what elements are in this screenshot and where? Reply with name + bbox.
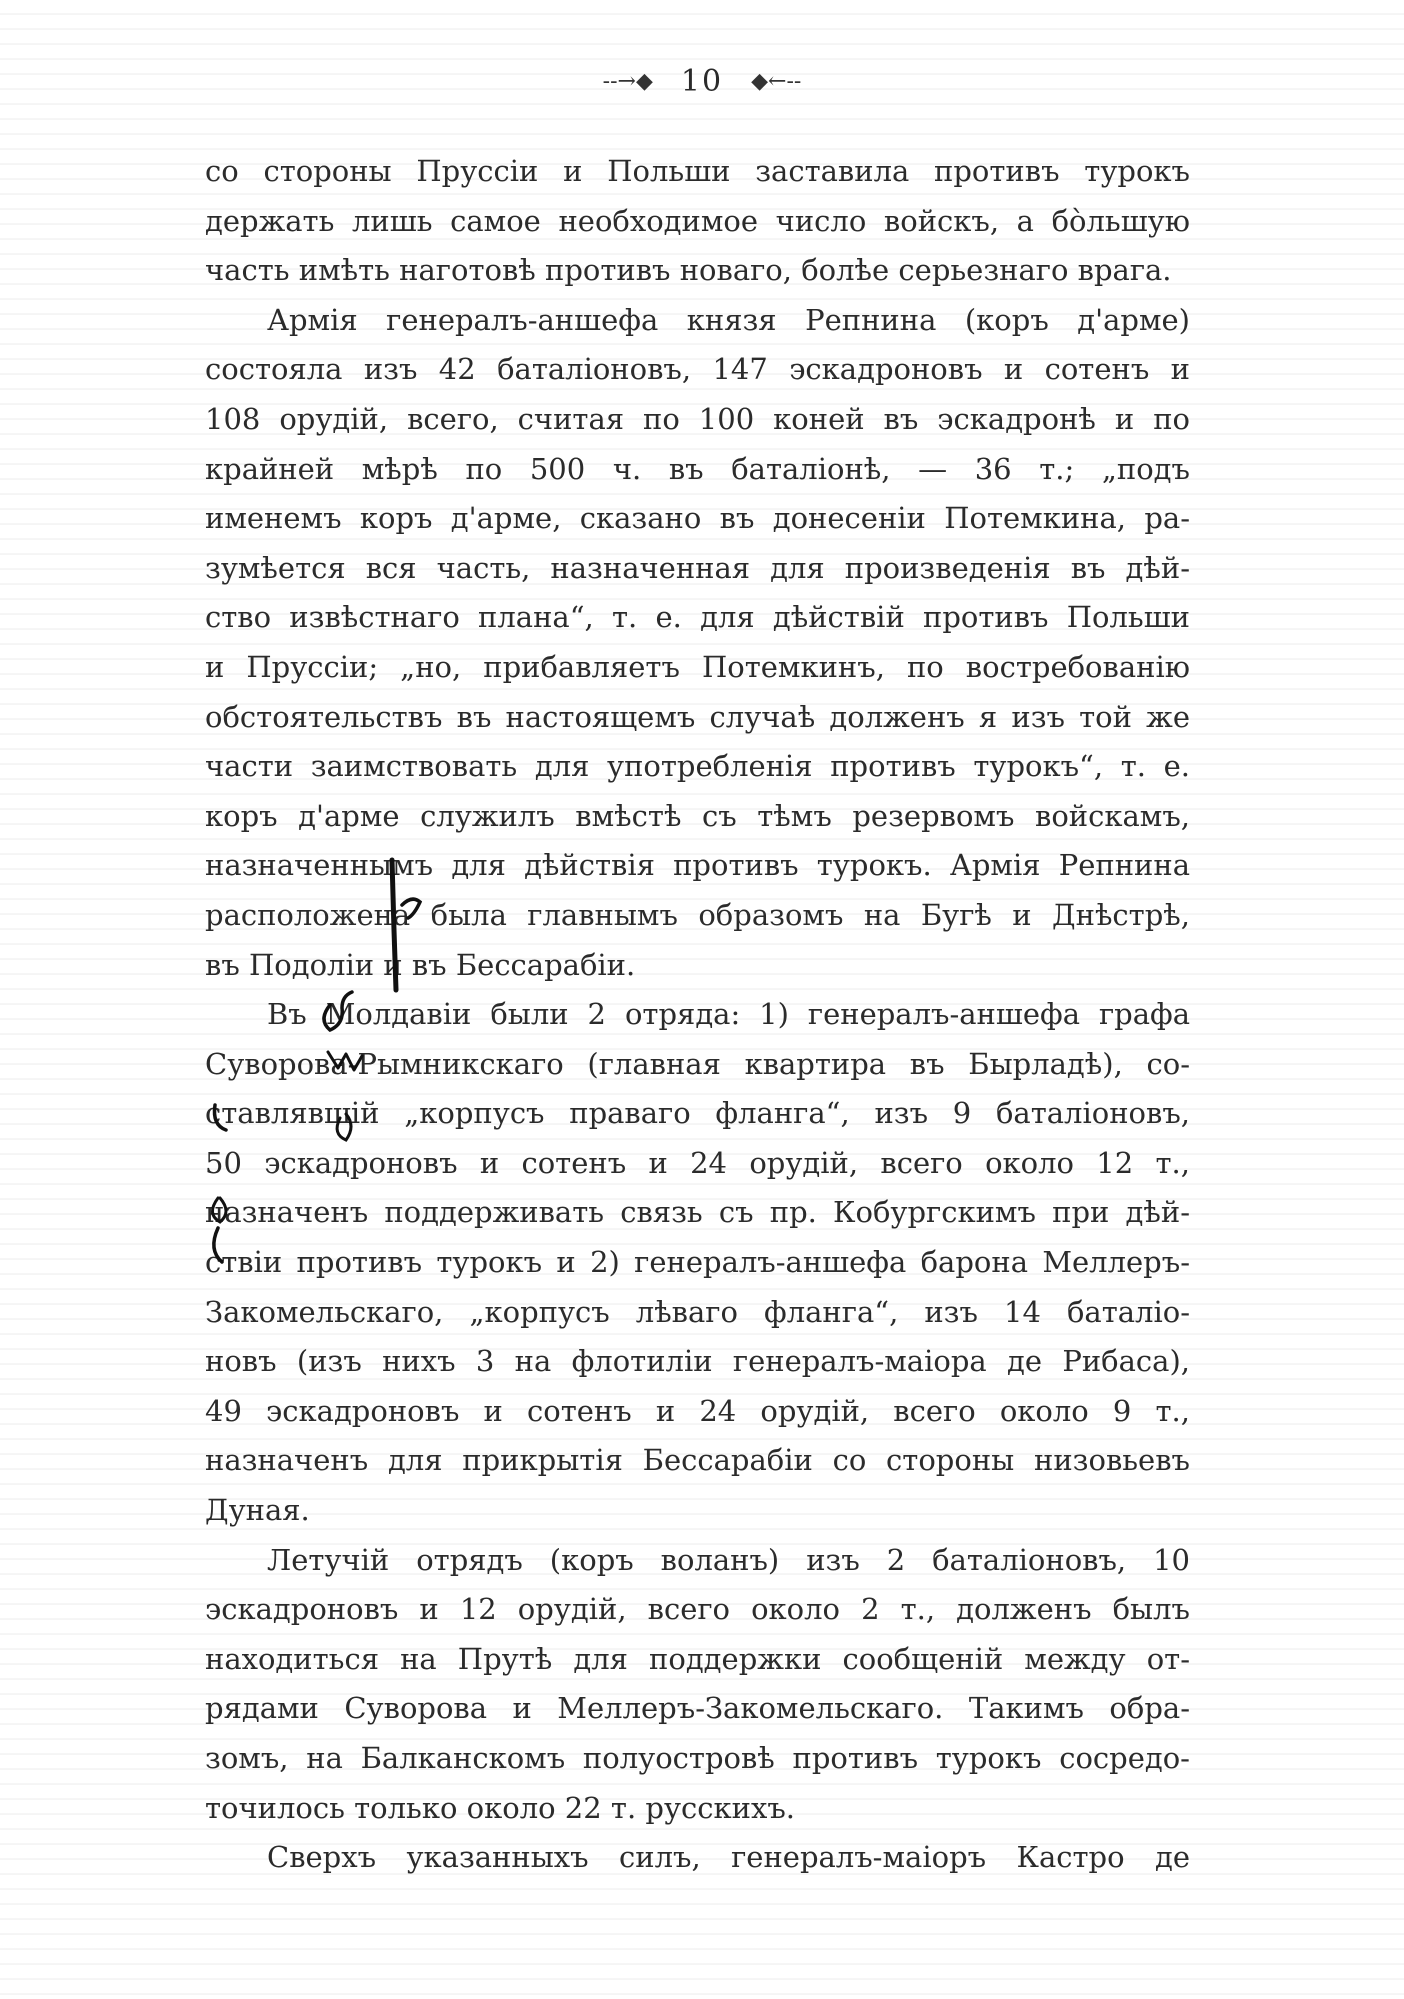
text-line: состояла изъ 42 баталіоновъ, 147 эскадроновъ и сотенъ и [205, 352, 1190, 387]
text-line: Въ Молдавіи были 2 отряда: 1) генералъ-аншефа графа [267, 997, 1190, 1032]
page-header [0, 62, 1404, 99]
text-line: обстоятельствъ въ настоящемъ случаѣ долженъ я изъ той же [205, 699, 1190, 734]
text-line: ство извѣстнаго плана“, т. е. для дѣйствій противъ Польши [205, 600, 1190, 635]
text-line: новъ (изъ нихъ 3 на флотиліи генералъ-маіора де Рибаса), [205, 1344, 1190, 1379]
text-line: ствіи противъ турокъ и 2) генералъ-аншефа барона Меллеръ- [205, 1245, 1190, 1280]
text-line: расположена была главнымъ образомъ на Бугѣ и Днѣстрѣ, [205, 897, 1190, 932]
text-line: держать лишь самое необходимое число войскъ, а бо̀льшую [205, 203, 1190, 238]
text-line: 50 эскадроновъ и сотенъ и 24 орудій, всего около 12 т., [205, 1145, 1190, 1180]
text-line: Дуная. [205, 1493, 310, 1528]
text-line: 49 эскадроновъ и сотенъ и 24 орудій, всего около 9 т., [205, 1393, 1190, 1428]
text-line: Сверхъ указанныхъ силъ, генералъ-маіоръ Кастро де [267, 1840, 1190, 1875]
text-line: Суворова-Рымникскаго (главная квартира въ Бырладѣ), со- [205, 1046, 1190, 1081]
text-line: зумѣется вся часть, назначенная для произведенія въ дѣй- [205, 550, 1190, 585]
text-line: Армія генералъ-аншефа князя Репнина (коръ д'арме) [267, 302, 1190, 337]
body-text [205, 147, 1190, 1883]
text-line: коръ д'арме служилъ вмѣстѣ съ тѣмъ резервомъ войскамъ, [205, 798, 1190, 833]
text-line: зомъ, на Балканскомъ полуостровѣ противъ турокъ сосредо- [205, 1741, 1190, 1775]
text-line: эскадроновъ и 12 орудій, всего около 2 т., долженъ былъ [205, 1592, 1190, 1627]
text-line: крайней мѣрѣ по 500 ч. въ баталіонѣ, — 36 т.; „подъ [205, 451, 1190, 486]
text-line: части заимствовать для употребленія противъ турокъ“, т. е. [205, 749, 1190, 784]
text-line: Летучій отрядъ (коръ воланъ) изъ 2 баталіоновъ, 10 [267, 1542, 1190, 1577]
text-line: именемъ коръ д'арме, сказано въ донесеніи Потемкина, ра- [205, 501, 1190, 536]
text-line: назначенъ поддерживать связь съ пр. Кобургскимъ при дѣй- [205, 1195, 1190, 1230]
text-line: назначеннымъ для дѣйствія противъ турокъ. Армія Репнина [205, 848, 1190, 883]
ornament-left: --→◆ [602, 68, 653, 94]
page-number: 10 [680, 63, 724, 99]
ornament-right: ◆←-- [751, 68, 802, 94]
text-line: часть имѣть наготовѣ противъ новаго, болѣе серьезнаго врага. [205, 253, 1172, 288]
text-line: Закомельскаго, „корпусъ лѣваго фланга“, изъ 14 баталіо- [205, 1294, 1190, 1329]
text-line: со стороны Пруссіи и Польши заставила противъ турокъ [205, 154, 1190, 188]
text-line: 108 орудій, всего, считая по 100 коней въ эскадронѣ и по [205, 401, 1190, 436]
text-line: назначенъ для прикрытія Бессарабіи со стороны низовьевъ [205, 1443, 1190, 1478]
text-line: въ Подоліи и въ Бессарабіи. [205, 947, 636, 982]
text-line: находиться на Прутѣ для поддержки сообщеній между от- [205, 1641, 1190, 1676]
text-line: ставлявшій „корпусъ праваго фланга“, изъ 9 баталіоновъ, [205, 1096, 1190, 1131]
text-line: точилось только около 22 т. русскихъ. [205, 1790, 795, 1825]
text-line: рядами Суворова и Меллеръ-Закомельскаго. Такимъ обра- [205, 1691, 1190, 1726]
text-line: и Пруссіи; „но, прибавляетъ Потемкинъ, по востребованію [205, 649, 1190, 684]
